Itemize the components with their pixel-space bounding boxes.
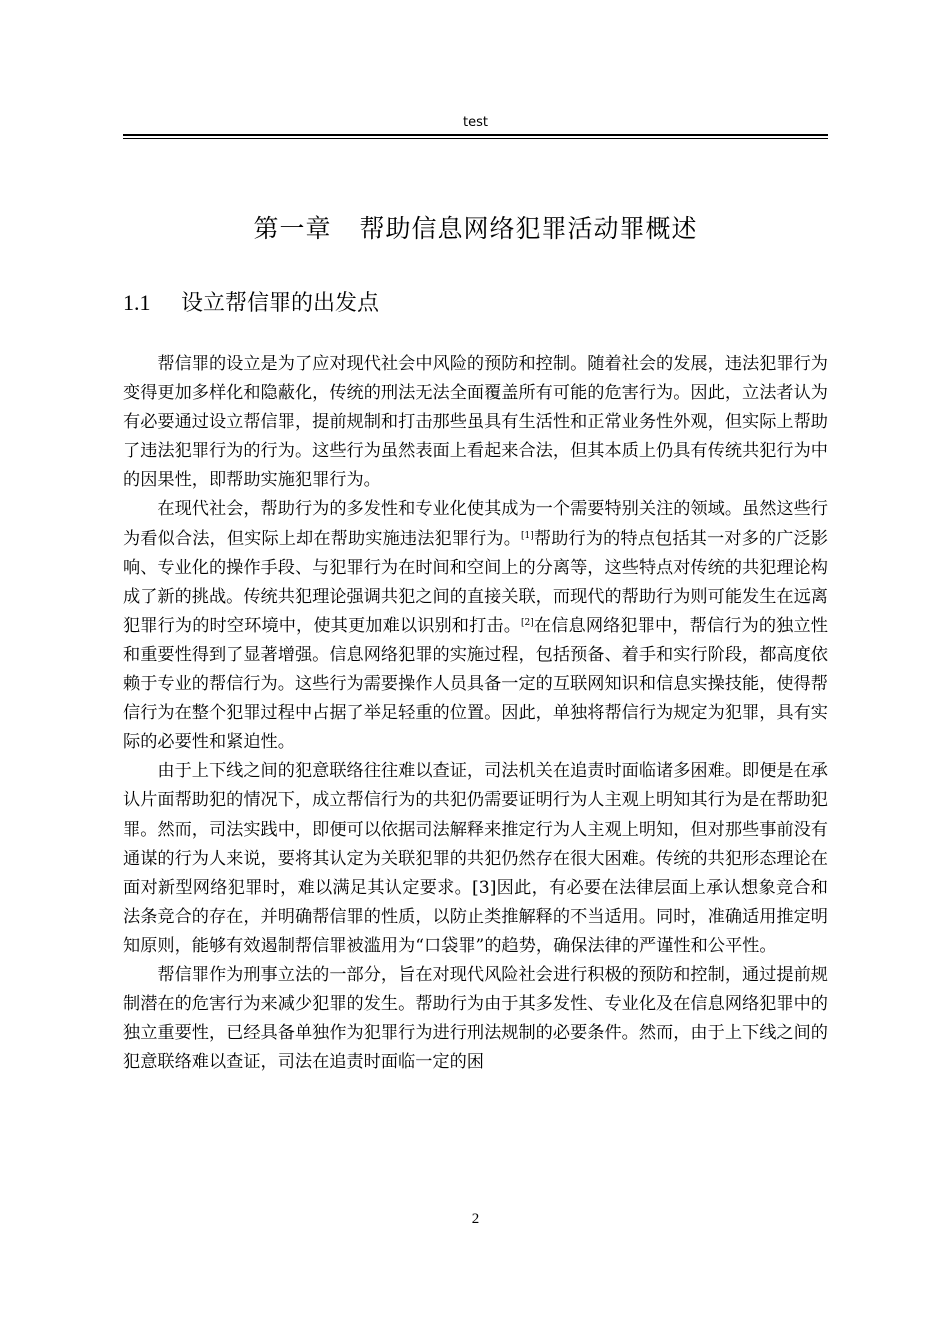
body-paragraph — [123, 961, 828, 1077]
paragraph-text: 帮助行为的特点包括其一对多的广泛影响、专业化的操作手段、与犯罪行为在时间和空间上的分离等，这些特点对传统的共犯理论构成了新的挑战。传统共犯理论强调共犯之间的直接关联，而现代的帮助行为则可能发生在远离犯罪行为的时空环境中，使其更加难以识别和打击。 — [123, 528, 828, 636]
paragraph-text: 帮信罪作为刑事立法的一部分，旨在对现代风险社会进行积极的预防和控制，通过提前规制潜在的危害行为来减少犯罪的发生。帮助行为由于其多发性、专业化及在信息网络犯罪中的独立重要性，已经具备单独作为犯罪行为进行刑法规制的必要条件。然而，由于上下线之间的犯意联络难以查证，司法在追责时面临一定的困 — [123, 964, 828, 1073]
header-rule-thin — [123, 138, 828, 139]
page-number: 2 — [471, 1211, 480, 1227]
footnote-reference[interactable]: [2] — [521, 617, 534, 628]
section-number: 1.1 — [123, 290, 151, 315]
running-header: test — [463, 115, 488, 130]
section-title-text: 设立帮信罪的出发点 — [181, 291, 380, 316]
header-rule-thick — [123, 134, 828, 136]
paragraph-text: 由于上下线之间的犯意联络往往难以查证，司法机关在追责时面临诸多困难。即便是在承认片面帮助犯的情况下，成立帮信行为的共犯仍需要证明行为人主观上明知其行为是在帮助犯罪。然而，司法实践中，即便可以依据司法解释来推定行为人主观上明知，但对那些事前没有通谋的行为人来说，要将其认定为关联犯罪的共犯仍然存在很大困难。传统的共犯形态理论在面对新型网络犯罪时，难以满足其认定要求。[3]因此，有必要在法律层面上承认想象竞合和法条竞合的存在，并明确帮信罪的性质，以防止类推解释的不当适用。同时，准确适用推定明知原则，能够有效遏制帮信罪被滥用为“口袋罪”的趋势，确保法律的严谨性和公平性。 — [123, 761, 828, 956]
chapter-title — [123, 212, 828, 246]
chapter-title-text: 帮助信息网络犯罪活动罪概述 — [359, 214, 698, 243]
body-text — [123, 350, 828, 1077]
body-paragraph — [123, 350, 828, 495]
footnote-reference[interactable]: [1] — [521, 530, 534, 541]
body-paragraph — [123, 495, 828, 757]
section-heading — [123, 287, 379, 320]
chapter-label: 第一章 — [253, 214, 332, 243]
paragraph-text: 在信息网络犯罪中，帮信行为的独立性和重要性得到了显著增强。信息网络犯罪的实施过程，包括预备、着手和实行阶段，都高度依赖于专业的帮信行为。这些行为需要操作人员具备一定的互联网知识和信息实操技能，使得帮信行为在整个犯罪过程中占据了举足轻重的位置。因此，单独将帮信行为规定为犯罪，具有实际的必要性和紧迫性。 — [123, 615, 828, 753]
paragraph-text: 帮信罪的设立是为了应对现代社会中风险的预防和控制。随着社会的发展，违法犯罪行为变得更加多样化和隐蔽化，传统的刑法无法全面覆盖所有可能的危害行为。因此，立法者认为有必要通过设立帮信罪，提前规制和打击那些虽具有生活性和正常业务性外观，但实际上帮助了违法犯罪行为的行为。这些行为虽然表面上看起来合法，但其本质上仍具有传统共犯行为中的因果性，即帮助实施犯罪行为。 — [123, 354, 828, 491]
paragraph-text: 在现代社会，帮助行为的多发性和专业化使其成为一个需要特别关注的领域。虽然这些行为看似合法，但实际上却在帮助实施违法犯罪行为。 — [123, 499, 828, 549]
body-paragraph — [123, 757, 828, 961]
